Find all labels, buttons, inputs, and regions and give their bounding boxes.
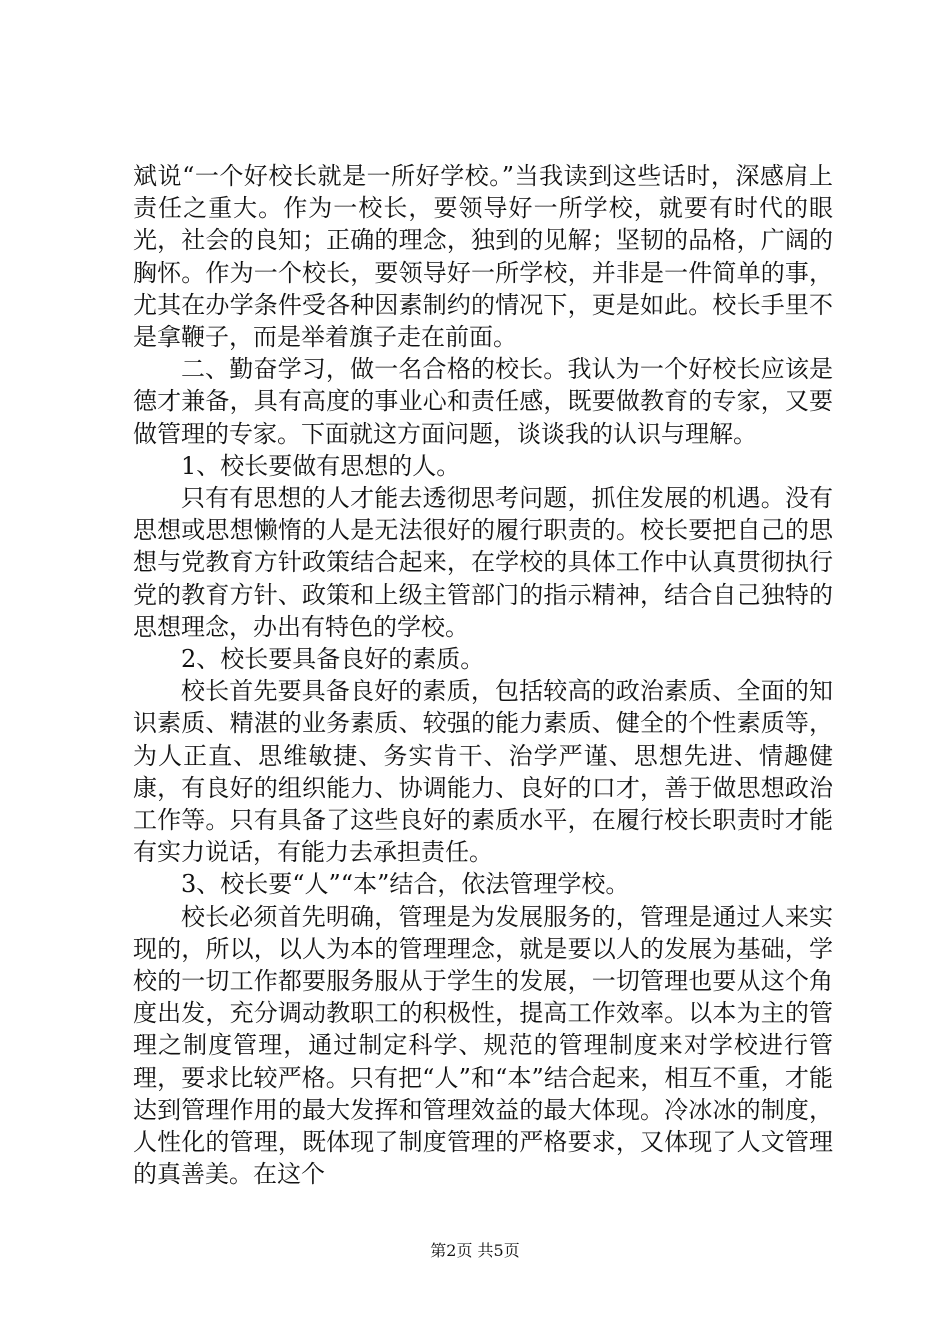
document-body — [133, 160, 833, 1191]
page-number-footer: 第2页 共5页 — [430, 1241, 520, 1260]
paragraph-point-one: 只有有思想的人才能去透彻思考问题，抓住发展的机遇。没有思想或思想懒惰的人是无法很好的履行职责的。校长要把自己的思想与党教育方针政策结合起来，在学校的具体工作中认真贯彻执行党的教育方针、政策和上级主管部门的指示精神，结合自己独特的思想理念，办出有特色的学校。 — [133, 484, 833, 641]
paragraph-point-two: 校长首先要具备良好的素质，包括较高的政治素质、全面的知识素质、精湛的业务素质、较强的能力素质、健全的个性素质等，为人正直、思维敏捷、务实肯干、治学严谨、思想先进、情趣健康，有良好的组织能力、协调能力、良好的口才，善于做思想政治工作等。只有具备了这些良好的素质水平，在履行校长职责时才能有实力说话，有能力去承担责任。 — [133, 677, 833, 867]
paragraph-point-three: 校长必须首先明确，管理是为发展服务的，管理是通过人来实现的，所以，以人为本的管理理念，就是要以人的发展为基础，学校的一切工作都要服务服从于学生的发展，一切管理也要从这个角度出发，充分调动教职工的积极性，提高工作效率。以本为主的管理之制度管理，通过制定科学、规范的管理制度来对学校进行管理，要求比较严格。只有把“人”和“本”结合起来，相互不重，才能达到管理作用的最大发挥和管理效益的最大体现。冷冰冰的制度，人性化的管理，既体现了制度管理的严格要求，又体现了人文管理的真善美。在这个 — [133, 902, 833, 1189]
paragraph-continuation: 斌说“一个好校长就是一所好学校。”当我读到这些话时，深感肩上责任之重大。作为一校长，要领导好一所学校，就要有时代的眼光，社会的良知；正确的理念，独到的见解；坚韧的品格，广阔的胸怀。作为一个校长，要领导好一所学校，并非是一件简单的事，尤其在办学条件受各种因素制约的情况下，更是如此。校长手里不是拿鞭子，而是举着旗子走在前面。 — [133, 162, 833, 352]
subheading-point-three: 3、校长要“人”“本”结合，依法管理学校。 — [181, 870, 630, 899]
subheading-point-one: 1、校长要做有思想的人。 — [181, 451, 461, 480]
paragraph-section-two: 二、勤奋学习，做一名合格的校长。我认为一个好校长应该是德才兼备，具有高度的事业心和责任感，既要做教育的专家，又要做管理的专家。下面就这方面问题，谈谈我的认识与理解。 — [133, 355, 833, 448]
subheading-point-two: 2、校长要具备良好的素质。 — [181, 645, 485, 674]
